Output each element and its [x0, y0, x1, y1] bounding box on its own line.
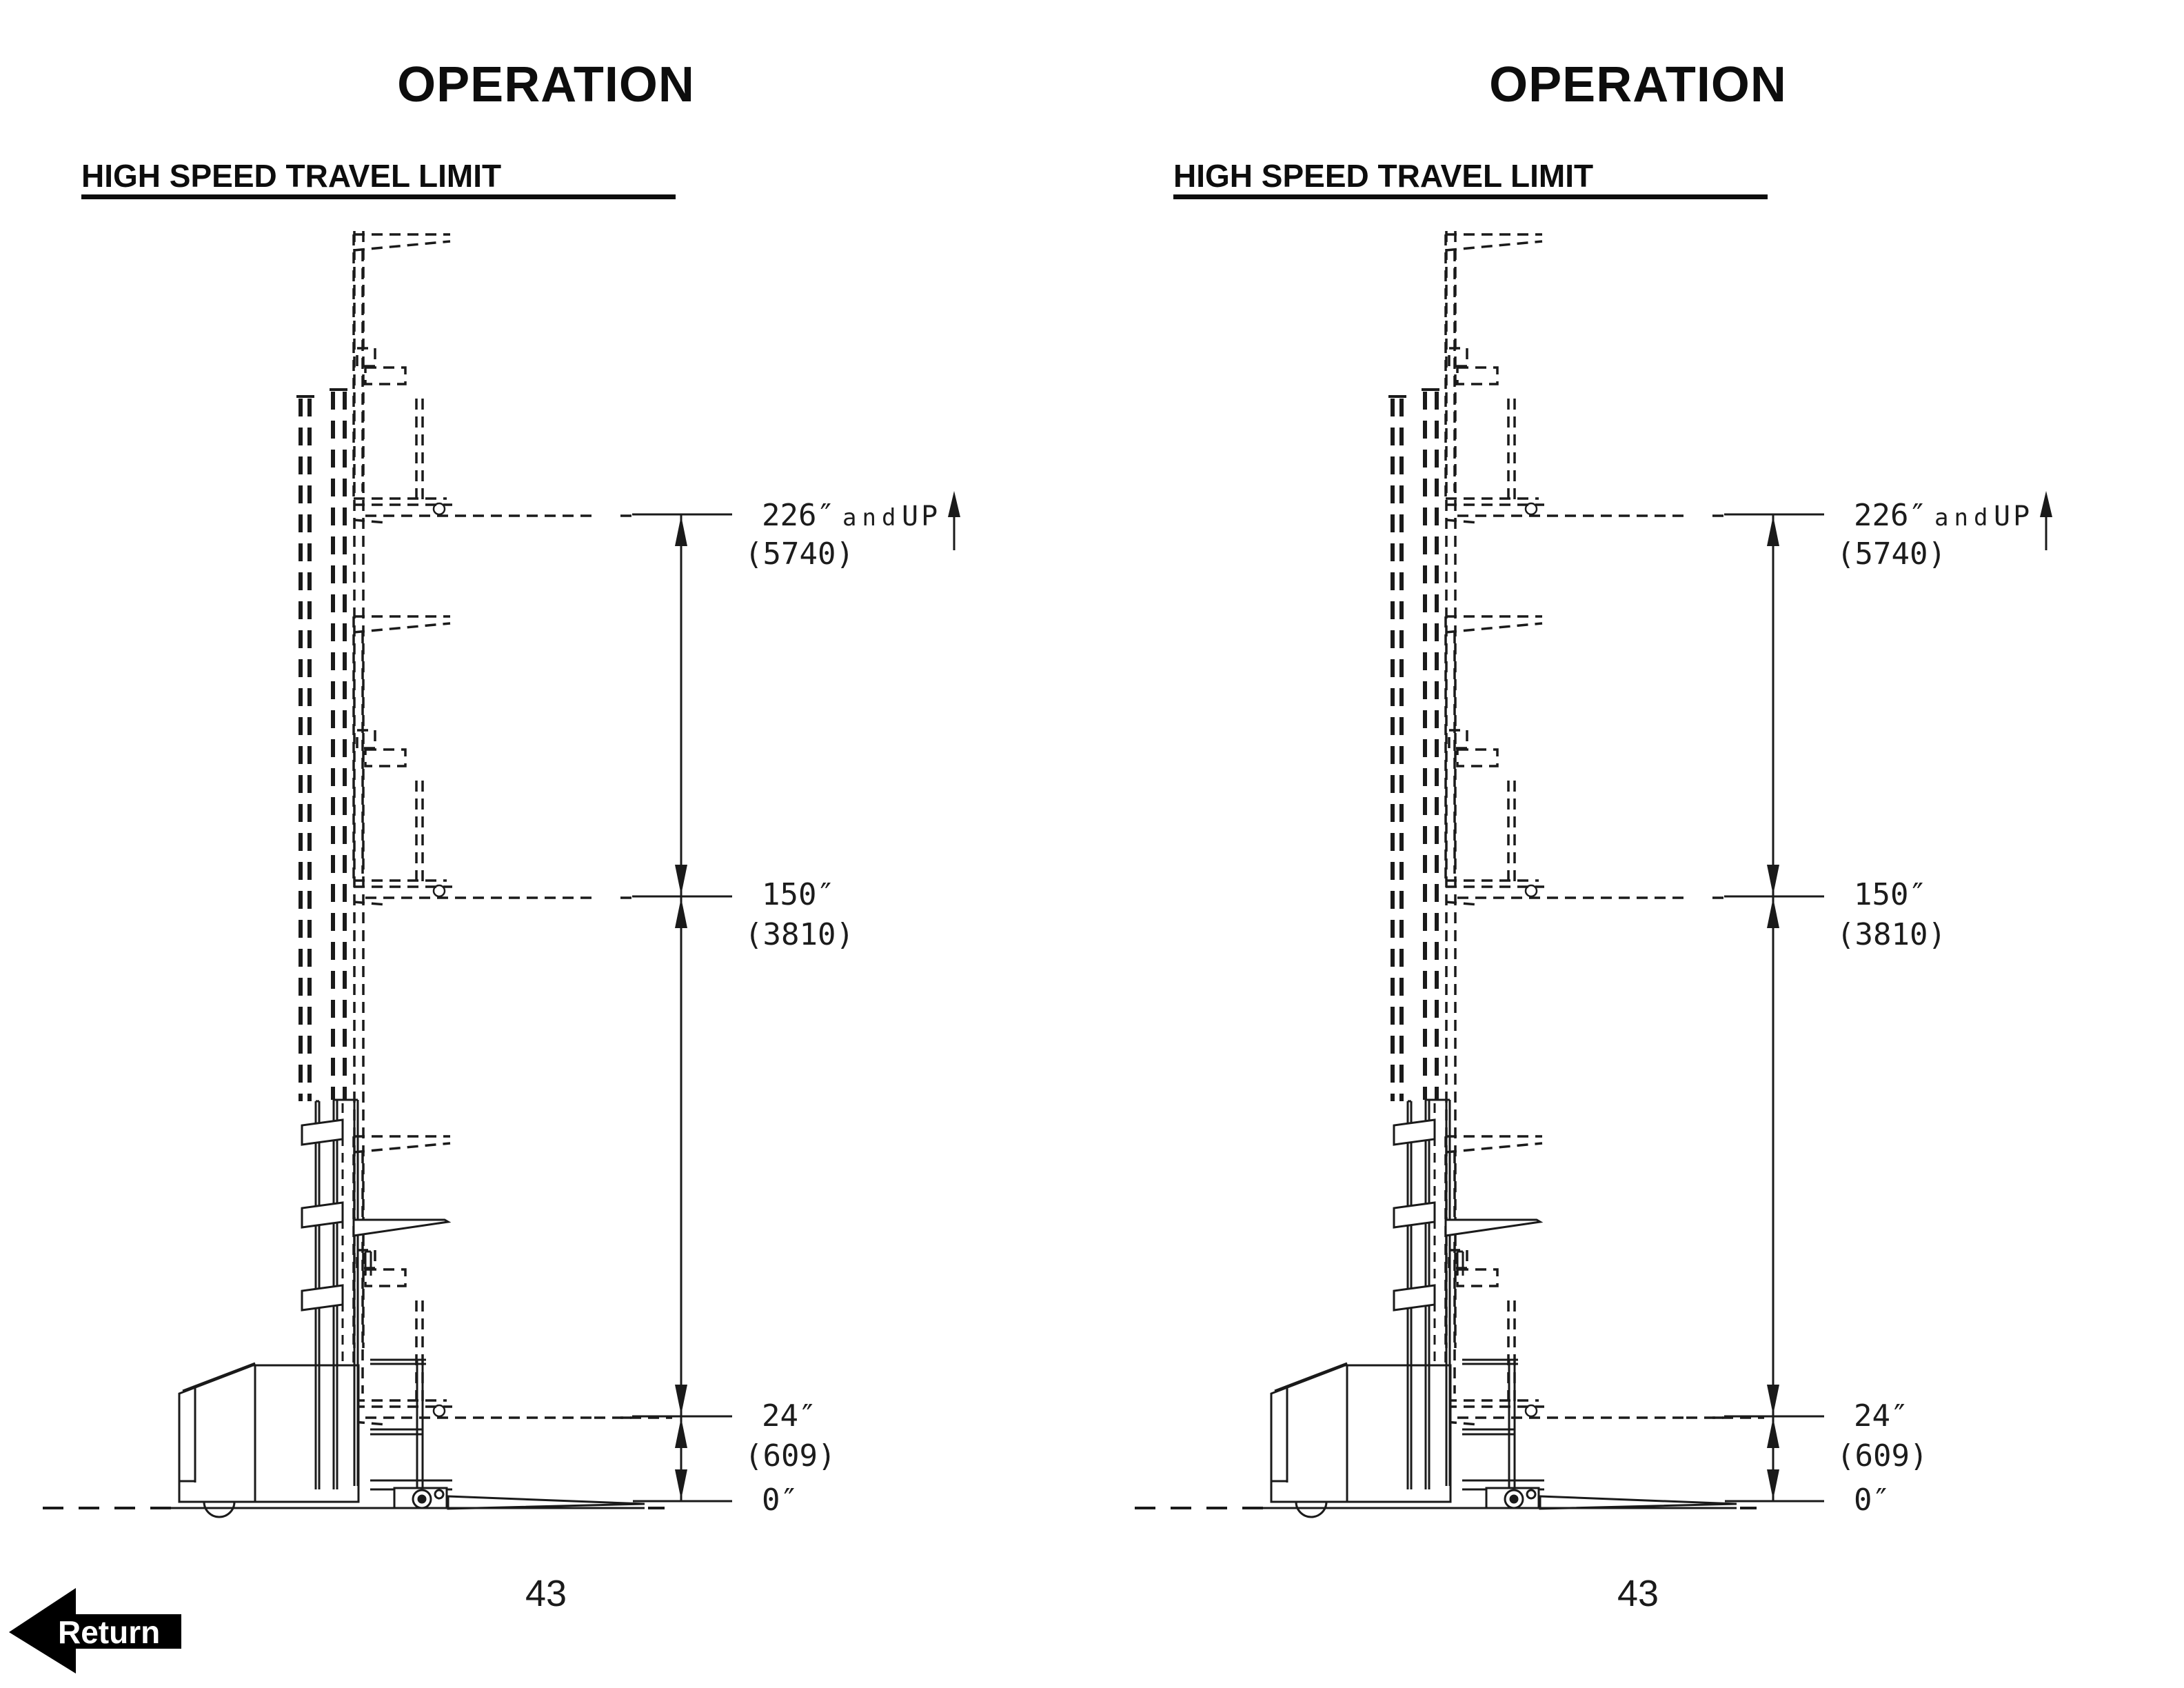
label-up: UP — [902, 501, 941, 532]
mast-tab — [1394, 1203, 1435, 1227]
carriage-at-226 — [354, 234, 632, 523]
carriage-at-24 — [1446, 1136, 1724, 1425]
up-arrow-head — [2040, 491, 2052, 517]
up-arrow-head — [948, 491, 960, 517]
label-609: (609) — [745, 1438, 836, 1474]
label-0: 0″ — [1854, 1483, 1890, 1518]
front-wheel — [204, 1502, 234, 1517]
raised-mast-dashed — [296, 390, 349, 1101]
label-0: 0″ — [762, 1483, 798, 1518]
platform-floor — [1446, 1220, 1540, 1236]
carriage-at-150 — [1446, 616, 1724, 905]
dimension-labels — [745, 498, 940, 1518]
truck-body — [179, 1363, 358, 1517]
platform-floor — [354, 1220, 448, 1236]
mast-tab — [302, 1285, 343, 1310]
page-number: 43 — [525, 1573, 567, 1614]
front-wheel — [1296, 1502, 1326, 1517]
page-right — [1092, 0, 2184, 1688]
label-and: and — [1934, 504, 1994, 532]
operator-platform — [354, 1220, 452, 1489]
label-150: 150″ — [762, 877, 835, 912]
label-24: 24″ — [762, 1398, 817, 1434]
raised-mast-dashed — [1388, 390, 1441, 1101]
truck-base — [1486, 1488, 1737, 1509]
mast-tab — [1394, 1285, 1435, 1310]
label-and: and — [842, 504, 902, 532]
label-150: 150″ — [1854, 877, 1927, 912]
section-heading: HIGH SPEED TRAVEL LIMIT — [1173, 157, 1768, 199]
mast-tab — [302, 1120, 343, 1145]
base-fork — [448, 1496, 645, 1509]
dimension-labels — [1837, 498, 2032, 1518]
mast-tab — [302, 1203, 343, 1227]
label-3810: (3810) — [1837, 917, 1946, 952]
base-fork — [1540, 1496, 1737, 1509]
travel-limit-diagram — [1092, 0, 2184, 1688]
label-5740: (5740) — [1837, 536, 1946, 572]
label-up: UP — [1994, 501, 2033, 532]
dimension-lines — [1724, 491, 2052, 1501]
page-title: OPERATION — [397, 57, 695, 112]
return-button[interactable] — [0, 1579, 207, 1682]
label-24: 24″ — [1854, 1398, 1909, 1434]
operator-platform — [1446, 1220, 1544, 1489]
return-label: Return — [58, 1614, 161, 1650]
label-3810: (3810) — [745, 917, 854, 952]
carriage-at-226 — [1446, 234, 1724, 523]
dimension-lines — [632, 491, 960, 1501]
label-5740: (5740) — [745, 536, 854, 572]
label-609: (609) — [1837, 1438, 1928, 1474]
label-226: 226″ — [1854, 498, 1927, 533]
truck-body — [1271, 1363, 1450, 1517]
label-226: 226″ — [762, 498, 835, 533]
truck-base — [394, 1488, 645, 1509]
carriage-at-24 — [354, 1136, 632, 1425]
section-heading: HIGH SPEED TRAVEL LIMIT — [81, 157, 676, 199]
mast-tab — [1394, 1120, 1435, 1145]
page-title: OPERATION — [1489, 57, 1787, 112]
carriage-at-150 — [354, 616, 632, 905]
page-number: 43 — [1617, 1573, 1659, 1614]
